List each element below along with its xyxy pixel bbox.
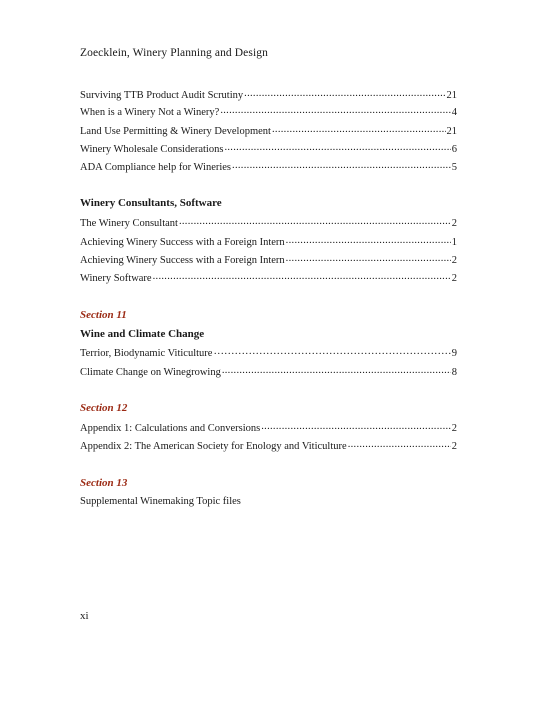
running-header: Zoecklein, Winery Planning and Design — [80, 47, 268, 59]
page-number: xi — [80, 610, 89, 622]
toc-entry-label: Winery Software — [80, 273, 152, 284]
toc-entry-label: Climate Change on Winegrowing — [80, 367, 221, 378]
toc-entry[interactable] — [80, 253, 457, 267]
toc-entry[interactable] — [80, 124, 457, 138]
toc-page-number: 6 — [451, 144, 457, 155]
toc-entry[interactable] — [80, 439, 457, 453]
toc-page-number: 5 — [451, 162, 457, 173]
toc-leader — [153, 271, 451, 281]
toc-entry-label: Surviving TTB Product Audit Scrutiny — [80, 90, 244, 101]
toc-page-number: 4 — [451, 107, 457, 118]
toc-leader — [272, 124, 446, 134]
toc-entry[interactable] — [80, 142, 457, 156]
toc-page-number: 2 — [451, 273, 457, 284]
toc-leader — [244, 88, 445, 98]
toc-leader — [224, 142, 450, 152]
toc-entry-label: The Winery Consultant — [80, 218, 178, 229]
toc-leader — [232, 160, 451, 170]
toc-entry[interactable] — [80, 365, 457, 379]
toc-page-number: 2 — [451, 441, 457, 452]
toc-page-number: 2 — [451, 255, 457, 266]
toc-leader — [213, 346, 450, 356]
section-11-label: Section 11 — [80, 309, 127, 321]
toc-entry-label: Appendix 2: The American Society for Enology and Viticulture — [80, 441, 347, 452]
section-13-label: Section 13 — [80, 477, 128, 489]
toc-entry-label: When is a Winery Not a Winery? — [80, 107, 220, 118]
section-12-label: Section 12 — [80, 402, 128, 414]
toc-page-number: 2 — [451, 423, 457, 434]
toc-entry-label: Terrior, Biodynamic Viticulture — [80, 348, 213, 359]
toc-entry-label: ADA Compliance help for Wineries — [80, 162, 232, 173]
toc-entry[interactable] — [80, 346, 457, 360]
toc-entry[interactable] — [80, 216, 457, 230]
toc-entry-label: Achieving Winery Success with a Foreign Intern — [80, 237, 285, 248]
toc-entry[interactable] — [80, 88, 457, 102]
toc-entry[interactable] — [80, 160, 457, 174]
toc-page-number: 9 — [451, 348, 457, 359]
toc-leader — [286, 253, 451, 263]
section-13-text: Supplemental Winemaking Topic files — [80, 496, 241, 507]
toc-entry-label: Achieving Winery Success with a Foreign Intern — [80, 255, 285, 266]
toc-entry-label: Winery Wholesale Considerations — [80, 144, 224, 155]
toc-leader — [286, 235, 451, 245]
toc-page-number: 21 — [446, 126, 457, 137]
toc-entry[interactable] — [80, 271, 457, 285]
toc-leader — [348, 439, 451, 449]
toc-leader — [261, 421, 451, 431]
toc-entry-label: Land Use Permitting & Winery Development — [80, 126, 271, 137]
toc-page-number: 1 — [451, 237, 457, 248]
toc-heading-climate: Wine and Climate Change — [80, 328, 205, 340]
toc-entry-label: Appendix 1: Calculations and Conversions — [80, 423, 261, 434]
toc-leader — [220, 105, 450, 115]
toc-leader — [222, 365, 451, 375]
toc-entry[interactable] — [80, 235, 457, 249]
toc-page-number: 2 — [451, 218, 457, 229]
toc-page-number: 8 — [451, 367, 457, 378]
toc-entry[interactable] — [80, 105, 457, 119]
toc-page-number: 21 — [446, 90, 457, 101]
toc-leader — [179, 216, 451, 226]
toc-heading-consultants: Winery Consultants, Software — [80, 197, 222, 209]
toc-entry[interactable] — [80, 421, 457, 435]
